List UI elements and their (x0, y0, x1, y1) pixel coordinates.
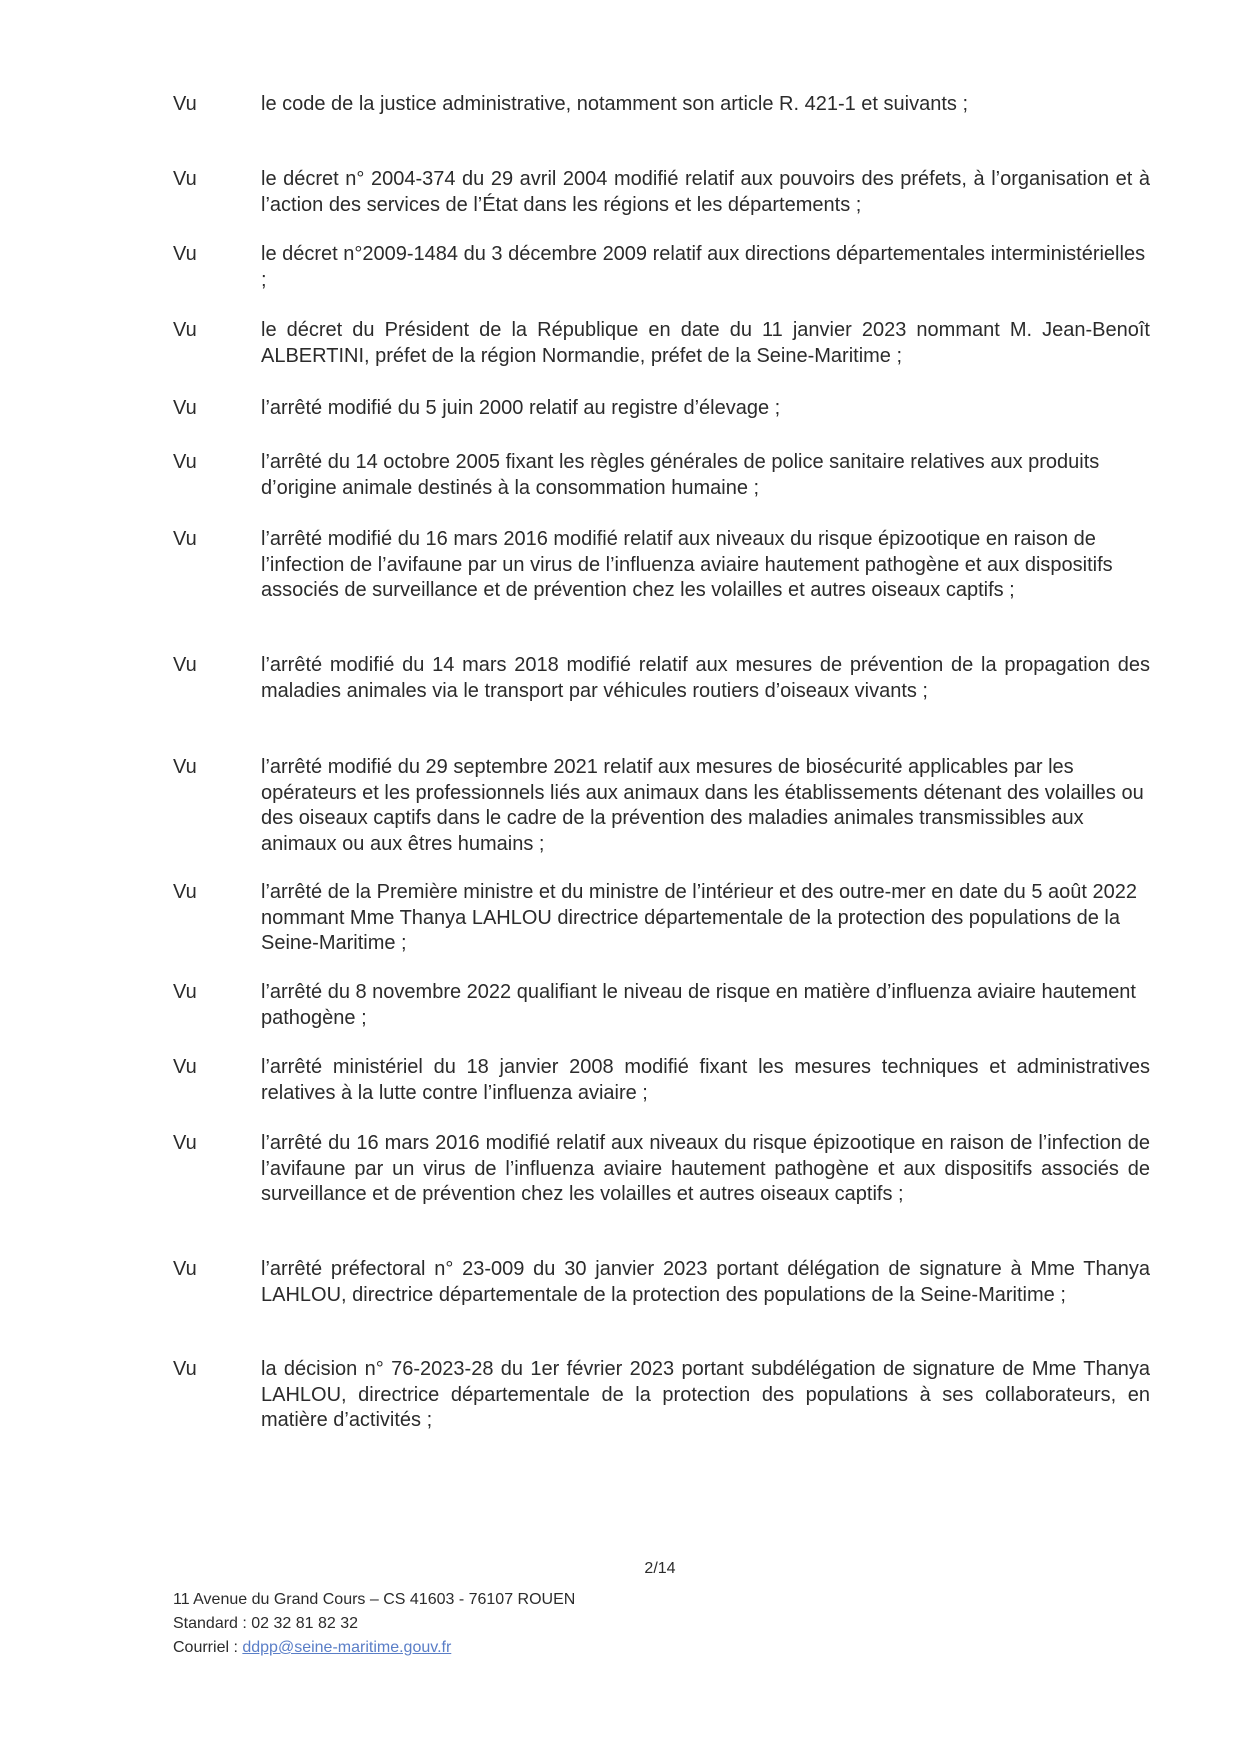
footer-phone: Standard : 02 32 81 82 32 (173, 1615, 359, 1632)
vu-text: l’arrêté ministériel du 18 janvier 2008 modifié fixant les mesures techniques et administratives relatives à la lutte contre l’influenza aviaire ; (261, 1056, 1150, 1104)
vu-label: Vu (173, 981, 197, 1003)
footer-email-line (173, 1636, 773, 1660)
footer-address: 11 Avenue du Grand Cours – CS 41603 - 76107 ROUEN (173, 1591, 576, 1608)
footer-email-link[interactable]: ddpp@seine-maritime.gouv.fr (242, 1639, 452, 1656)
vu-label: Vu (173, 756, 197, 778)
vu-label: Vu (173, 1132, 197, 1154)
vu-text: l’arrêté du 8 novembre 2022 qualifiant le niveau de risque en matière d’influenza aviaire hautement pathogène ; (261, 981, 1136, 1029)
vu-text: la décision n° 76-2023-28 du 1er février 2023 portant subdélégation de signature de Mme Thanya LAHLOU, directrice départementale de la protection des populations à ses collaborateurs, en matière d’activités ; (261, 1358, 1150, 1431)
vu-text: le code de la justice administrative, notamment son article R. 421-1 et suivants ; (261, 93, 969, 115)
vu-text: le décret n°2009-1484 du 3 décembre 2009 relatif aux directions départementales interministérielles ; (261, 243, 1146, 291)
vu-label: Vu (173, 93, 197, 115)
vu-text: l’arrêté de la Première ministre et du ministre de l’intérieur et des outre-mer en date du 5 août 2022 nommant Mme Thanya LAHLOU directrice départementale de la protection des populations de la Seine-Maritime ; (261, 881, 1138, 954)
page-number: 2/14 (644, 1560, 676, 1577)
vu-text: le décret du Président de la République en date du 11 janvier 2023 nommant M. Jean-Benoît ALBERTINI, préfet de la région Normandie, préfet de la Seine-Maritime ; (261, 319, 1150, 367)
vu-label: Vu (173, 168, 197, 190)
vu-label: Vu (173, 654, 197, 676)
vu-text: l’arrêté modifié du 29 septembre 2021 relatif aux mesures de biosécurité applicables par les opérateurs et les professionnels liés aux animaux dans les établissements détenant des volailles ou des oiseaux captifs dans le cadre de la prévention des maladies animales transmissibles aux animaux ou aux êtres humains ; (261, 756, 1144, 855)
vu-text: l’arrêté préfectoral n° 23-009 du 30 janvier 2023 portant délégation de signature à Mme Thanya LAHLOU, directrice départementale de la protection des populations de la Seine-Maritime ; (261, 1258, 1150, 1306)
vu-label: Vu (173, 319, 197, 341)
vu-label: Vu (173, 243, 197, 265)
vu-label: Vu (173, 528, 197, 550)
vu-text: le décret n° 2004-374 du 29 avril 2004 modifié relatif aux pouvoirs des préfets, à l’organisation et à l’action des services de l’État dans les régions et les départements ; (261, 168, 1150, 216)
vu-label: Vu (173, 881, 197, 903)
vu-text: l’arrêté du 16 mars 2016 modifié relatif aux niveaux du risque épizootique en raison de l’infection de l’avifaune par un virus de l’influenza aviaire hautement pathogène et aux dispositifs associés de surveillance et de prévention chez les volailles et autres oiseaux captifs ; (261, 1132, 1150, 1205)
vu-text: l’arrêté modifié du 5 juin 2000 relatif au registre d’élevage ; (261, 397, 781, 419)
vu-label: Vu (173, 1258, 197, 1280)
vu-label: Vu (173, 397, 197, 419)
vu-label: Vu (173, 1358, 197, 1380)
vu-text: l’arrêté modifié du 16 mars 2016 modifié relatif aux niveaux du risque épizootique en raison de l’infection de l’avifaune par un virus de l’influenza aviaire hautement pathogène et aux dispositifs associés de surveillance et de prévention chez les volailles et autres oiseaux captifs ; (261, 528, 1113, 601)
footer (173, 1588, 773, 1660)
vu-label: Vu (173, 451, 197, 473)
vu-text: l’arrêté du 14 octobre 2005 fixant les règles générales de police sanitaire relatives aux produits d’origine animale destinés à la consommation humaine ; (261, 451, 1100, 499)
vu-text: l’arrêté modifié du 14 mars 2018 modifié relatif aux mesures de prévention de la propagation des maladies animales via le transport par véhicules routiers d’oiseaux vivants ; (261, 654, 1150, 702)
vu-label: Vu (173, 1056, 197, 1078)
footer-email-label: Courriel : (173, 1639, 238, 1656)
